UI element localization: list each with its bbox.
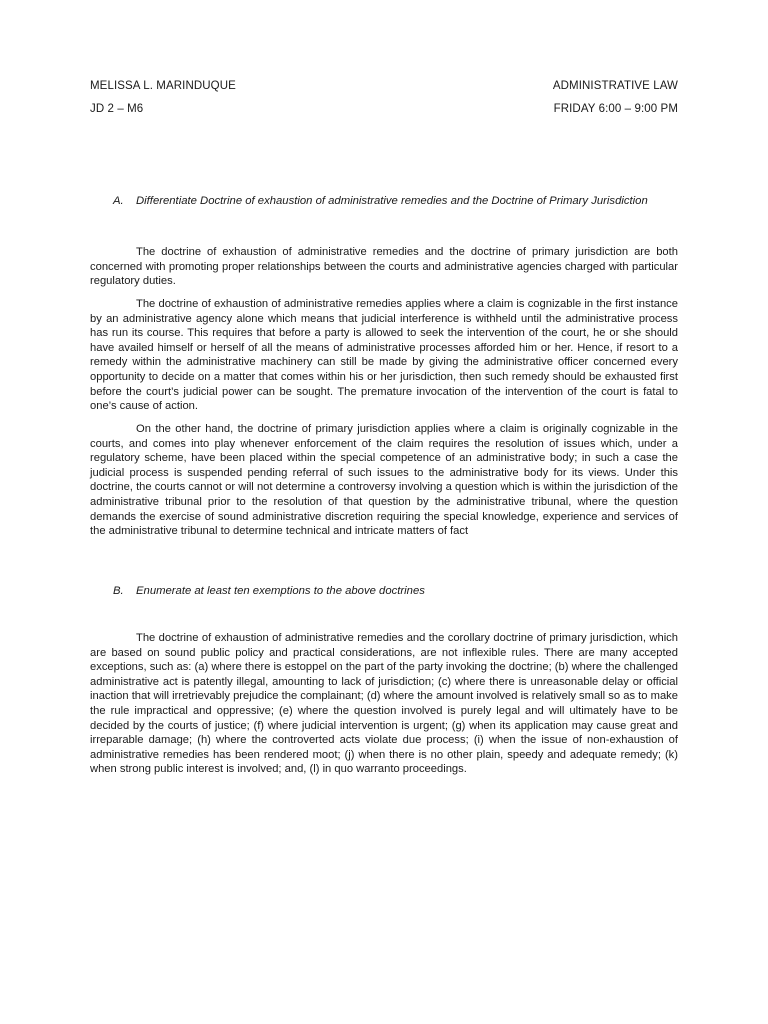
class-schedule: FRIDAY 6:00 – 9:00 PM [553,103,678,115]
question-b-text: Enumerate at least ten exemptions to the above doctrines [136,585,425,597]
answer-a-paragraph-1: The doctrine of exhaustion of administrative remedies and the doctrine of primary jurisdiction are both concerned with promoting proper relationships between the courts and administrative agencies charged with particular regulatory duties. [90,246,678,288]
answer-a-paragraph-2: The doctrine of exhaustion of administrative remedies applies where a claim is cognizable in the first instance by an administrative agency alone which means that judicial interference is withheld until the administrative process has run its course. This requires that before a party is allowed to seek the intervention of the court, he or she should have availed himself or herself of all the means of administrative processes afforded him or her. Hence, if resort to a remedy within the administrative machinery can still be made by giving the administrative officer concerned every opportunity to decide on a matter that comes within his or her jurisdiction, then such remedy should be exhausted first before the court’s judicial power can be sought. The premature invocation of the intervention of the court is fatal to one’s cause of action. [90,298,678,413]
question-a-text: Differentiate Doctrine of exhaustion of administrative remedies and the Doctrine of Primary Jurisdiction [136,195,648,207]
question-a-marker: A. [113,195,124,207]
question-a [113,194,678,209]
student-name: MELISSA L. MARINDUQUE [90,80,236,92]
section-code: JD 2 – M6 [90,103,144,115]
answer-a-paragraph-3: On the other hand, the doctrine of primary jurisdiction applies where a claim is originally cognizable in the courts, and comes into play whenever enforcement of the claim requires the resolution of issues which, under a regulatory scheme, have been placed within the special competence of an administrative body; in such a case the judicial process is suspended pending referral of such issues to the administrative body for its views. Under this doctrine, the courts cannot or will not determine a controversy involving a question which is within the jurisdiction of the administrative tribunal prior to the resolution of that question by the administrative tribunal, where the question demands the exercise of sound administrative discretion requiring the special knowledge, experience and services of the administrative tribunal to determine technical and intricate matters of fact [90,423,678,538]
question-b [113,584,678,599]
course-title: ADMINISTRATIVE LAW [552,80,678,92]
answer-b-paragraph-1: The doctrine of exhaustion of administrative remedies and the corollary doctrine of primary jurisdiction, which are based on sound public policy and practical considerations, are not inflexible rules. There are many accepted exceptions, such as: (a) where there is estoppel on the part of the party invoking the doctrine; (b) where the challenged administrative act is patently illegal, amounting to lack of jurisdiction; (c) where there is unreasonable delay or official inaction that will irretrievably prejudice the complainant; (d) where the amount involved is relatively small so as to make the rule impractical and oppressive; (e) where the question involved is purely legal and will ultimately have to be decided by the courts of justice; (f) where judicial intervention is urgent; (g) when its application may cause great and irreparable damage; (h) where the controverted acts violate due process; (i) when the issue of non-exhaustion of administrative remedies has been rendered moot; (j) when there is no other plain, speedy and adequate remedy; (k) when strong public interest is involved; and, (l) in quo warranto proceedings. [90,632,678,776]
question-b-marker: B. [113,585,124,597]
